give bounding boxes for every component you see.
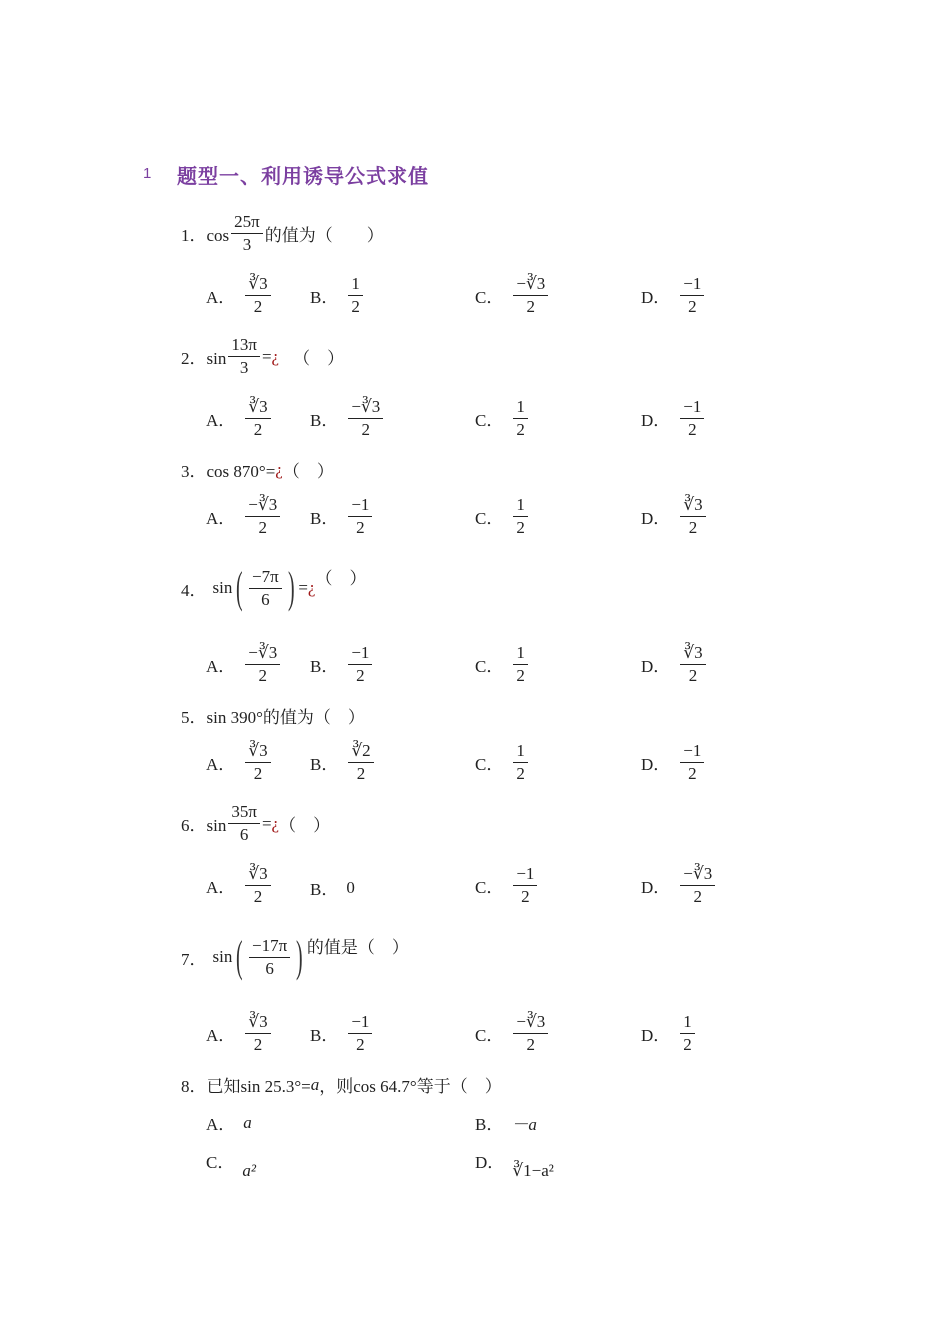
q8-option-a: A． a: [206, 1112, 252, 1134]
question-6: [181, 802, 330, 845]
q4-right-paren: ): [287, 563, 295, 612]
q3-suffix: （ ）: [282, 462, 334, 481]
q6-option-b: B． 0: [310, 877, 355, 899]
q5-option-b: B． $\frac{∛2}{2}$: [310, 741, 376, 784]
q4-option-a: A． $\frac{-∛3}{2}$: [206, 643, 282, 686]
q4-fraction: $\frac{-7\pi}{6}$: [249, 567, 282, 610]
q4-option-b: B． $\frac{-1}{2}$: [310, 643, 374, 686]
q2-eq: =: [261, 346, 272, 366]
q7-fraction: $\frac{-17\pi}{6}$: [249, 936, 290, 979]
q1-option-a: A． $\frac{∛3}{2}$: [206, 274, 273, 317]
q7-suffix: 的值是（ ）: [306, 937, 409, 957]
q4-option-d: D． $\frac{∛3}{2}$: [641, 643, 708, 686]
q7-right-paren: ): [296, 932, 303, 981]
q4-prefix: 4．: [181, 580, 207, 600]
q7-prefix: 7．: [181, 949, 207, 969]
q7-option-c: C． $\frac{-∛3}{2}$: [475, 1012, 550, 1055]
question-8: [181, 1072, 502, 1097]
q1-suffix: 的值为（ ）: [264, 226, 384, 245]
q4-option-c: C． $\frac{1}{2}$: [475, 643, 530, 686]
q1-option-d: D． $\frac{-1}{2}$: [641, 274, 706, 317]
q1-option-b: B． $\frac{1}{2}$: [310, 274, 365, 317]
q5-option-a: A． $\frac{∛3}{2}$: [206, 741, 273, 784]
q4-suffix: （ ）: [315, 568, 367, 588]
q7-left-paren: (: [236, 932, 243, 981]
q4-inverted-q: ¿: [307, 578, 316, 597]
q2-fraction: $\frac{13\pi}{3}$: [228, 335, 260, 378]
question-1: [181, 212, 384, 255]
q8-option-d: D． ∛1−a²: [475, 1153, 554, 1180]
q3-option-b: B． $\frac{-1}{2}$: [310, 495, 374, 538]
q6-prefix: 6．sin: [181, 816, 227, 835]
q2-prefix: 2．sin: [181, 349, 227, 368]
q3-prefix: 3．cos 870°=: [181, 462, 276, 481]
q6-option-c: C． $\frac{-1}{2}$: [475, 864, 539, 907]
q4-function: sin: [212, 578, 233, 597]
q2-option-b: B． $\frac{-∛3}{2}$: [310, 397, 385, 440]
q2-option-d: D． $\frac{-1}{2}$: [641, 397, 706, 440]
question-2: [181, 335, 344, 378]
q6-option-a: A． $\frac{∛3}{2}$: [206, 864, 273, 907]
question-4: [181, 563, 367, 612]
q6-suffix: （ ）: [279, 816, 331, 835]
q8-text-b: ，则cos 64.7°等于（ ）: [319, 1077, 502, 1096]
q2-option-c: C． $\frac{1}{2}$: [475, 397, 530, 440]
q7-option-d: D． $\frac{1}{2}$: [641, 1012, 697, 1055]
q1-prefix: 1．cos: [181, 226, 230, 245]
q8-option-b: B． －a: [475, 1115, 537, 1134]
q5-text: 5．sin 390°的值为（ ）: [181, 708, 365, 727]
q8-text-a: 8．已知sin 25.3°=: [181, 1077, 311, 1096]
q3-inverted-q: ¿: [275, 459, 283, 479]
q1-fraction: $\frac{25\pi}{3}$: [231, 212, 263, 255]
q8-option-c: C． a²: [206, 1153, 256, 1180]
q5-option-d: D． $\frac{-1}{2}$: [641, 741, 706, 784]
question-7: [181, 932, 409, 981]
q1-option-c: C． $\frac{-∛3}{2}$: [475, 274, 550, 317]
q6-eq: =: [261, 813, 272, 833]
q4-eq: =: [298, 578, 308, 597]
q6-fraction: $\frac{35\pi}{6}$: [228, 802, 260, 845]
q3-option-c: C． $\frac{1}{2}$: [475, 495, 530, 538]
q2-suffix: （ ）: [293, 349, 345, 368]
q4-left-paren: (: [236, 563, 243, 612]
question-3: [181, 457, 334, 482]
q6-option-d: D． $\frac{-∛3}{2}$: [641, 864, 717, 907]
q8-variable: a: [310, 1074, 320, 1094]
q6-inverted-q: ¿: [271, 813, 280, 833]
section-number: 1: [143, 165, 152, 182]
q3-option-a: A． $\frac{-∛3}{2}$: [206, 495, 282, 538]
q5-option-c: C． $\frac{1}{2}$: [475, 741, 530, 784]
q7-option-b: B． $\frac{-1}{2}$: [310, 1012, 374, 1055]
q3-option-d: D． $\frac{∛3}{2}$: [641, 495, 708, 538]
q2-option-a: A． $\frac{∛3}{2}$: [206, 397, 273, 440]
q7-function: sin: [212, 947, 233, 966]
question-5: [181, 703, 365, 728]
q7-option-a: A． $\frac{∛3}{2}$: [206, 1012, 273, 1055]
q2-inverted-q: ¿: [271, 346, 280, 366]
section-title: 题型一、利用诱导公式求值: [177, 164, 429, 188]
